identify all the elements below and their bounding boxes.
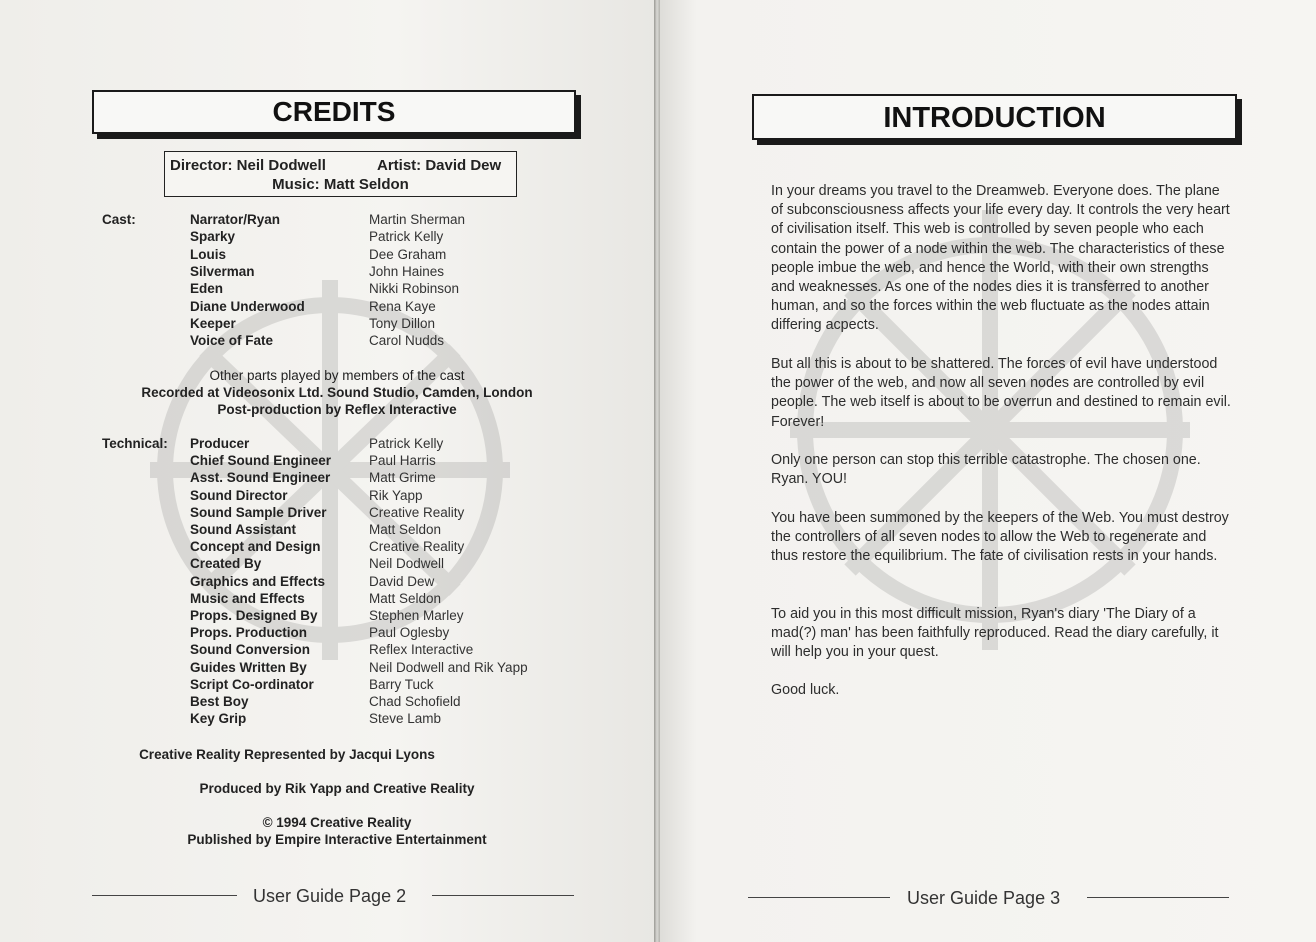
credit-row	[0, 574, 657, 591]
other-parts-note: Other parts played by members of the cast	[209, 368, 465, 383]
credit-person: Chad Schofield	[369, 694, 461, 709]
credit-role: Sound Conversion	[190, 642, 311, 658]
credit-person: Creative Reality	[369, 539, 465, 555]
credit-row	[0, 625, 657, 642]
credit-role: Script Co-ordinator	[190, 676, 314, 692]
credit-role: Louis	[190, 246, 226, 262]
credit-role: Created By	[190, 556, 262, 572]
paragraph-text: But all this is about to be shattered. The forces of evil have understood the power of the web, and now all seven nodes are controlled by evil people. The web itself is about to be overrun and destined to remain evil. Forever!	[771, 356, 1231, 430]
credit-row	[0, 229, 657, 246]
credit-role: Silverman	[190, 263, 255, 279]
credit-role: Sound Assistant	[190, 522, 297, 537]
introduction-title: INTRODUCTION	[752, 94, 1237, 140]
credit-row	[0, 488, 657, 505]
credit-row	[0, 677, 657, 694]
credits-title: CREDITS	[92, 90, 576, 134]
credit-row	[0, 556, 657, 573]
credit-person: Patrick Kelly	[369, 436, 444, 451]
credit-role: Props. Production	[190, 625, 308, 641]
credit-role: Diane Underwood	[190, 298, 305, 314]
credit-row	[0, 212, 657, 229]
page-number-left: User Guide Page 2	[253, 886, 407, 906]
credit-row	[0, 539, 657, 556]
paragraph-text: In your dreams you travel to the Dreamweb. Everyone does. The plane of subconsciousness affects your life every day. It controls the very heart of civilisation itself. This web is controlled by seven people who each contain the power of a node within the web. The characteristics of these people imbue the web, and hence the World, with their own strengths and weaknesses. As one of the nodes dies it is transferred to another human, and so the forces within the web fluctuate as the nodes attain differing acpects.	[771, 183, 1230, 334]
credit-row	[0, 711, 657, 728]
credit-row	[0, 660, 657, 677]
credit-person: Rik Yapp	[369, 487, 423, 503]
artist-credit: Artist: David Dew	[377, 157, 502, 174]
credit-row	[0, 247, 657, 264]
credit-role: Producer	[190, 436, 250, 451]
credit-person: Barry Tuck	[369, 676, 434, 692]
intro-paragraph-6	[749, 681, 1234, 700]
credit-person: Neil Dodwell and Rik Yapp	[369, 659, 528, 675]
footer-rule-right-2	[1087, 897, 1229, 898]
credit-row	[0, 694, 657, 711]
credit-role: Voice of Fate	[190, 333, 274, 349]
credit-row	[0, 591, 657, 608]
credit-person: Dee Graham	[369, 246, 447, 262]
credit-row	[0, 299, 657, 316]
credit-role: Guides Written By	[190, 659, 307, 675]
credit-person: Paul Oglesby	[369, 625, 450, 641]
music-credit: Music: Matt Seldon	[272, 176, 409, 193]
credit-role: Graphics and Effects	[190, 573, 326, 589]
credit-role: Sparky	[190, 229, 236, 245]
credit-role: Keeper	[190, 315, 236, 331]
credit-person: Nikki Robinson	[369, 281, 460, 297]
paragraph-text: You have been summoned by the keepers of the Web. You must destroy the controllers of all seven nodes to allow the Web to regenerate and thus restore the equilibrium. The fate of civilisation rests in your hands.	[771, 510, 1229, 565]
intro-paragraph-5	[749, 605, 1234, 663]
paragraph-text: Good luck.	[771, 682, 840, 698]
credit-row	[0, 281, 657, 298]
credit-person: David Dew	[369, 573, 435, 589]
credit-row	[0, 505, 657, 522]
credit-row	[0, 608, 657, 625]
director-credit: Director: Neil Dodwell	[170, 157, 326, 174]
technical-label: Technical:	[102, 436, 168, 451]
credit-role: Sound Sample Driver	[190, 504, 327, 520]
credit-person: John Haines	[369, 263, 445, 279]
credit-role: Best Boy	[190, 694, 249, 709]
credit-person: Rena Kaye	[369, 298, 436, 314]
copyright-notice: © 1994 Creative Reality	[262, 815, 412, 830]
post-production-credit: Post-production by Reflex Interactive	[217, 402, 457, 417]
credit-row	[0, 264, 657, 281]
credit-person: Paul Harris	[369, 453, 436, 469]
credit-person: Neil Dodwell	[369, 556, 445, 572]
credit-person: Matt Seldon	[369, 522, 442, 537]
credit-person: Stephen Marley	[369, 608, 464, 623]
credit-role: Chief Sound Engineer	[190, 453, 332, 469]
credit-person: Creative Reality	[369, 504, 465, 520]
intro-paragraph-2	[749, 355, 1234, 432]
footer-rule-right	[748, 897, 890, 898]
paragraph-text: To aid you in this most difficult mission, Ryan's diary 'The Diary of a mad(?) man' has been faithfully reproduced. Read the diary carefully, it will help you in your quest.	[771, 606, 1219, 661]
intro-paragraph-1	[749, 182, 1234, 336]
intro-paragraph-4	[749, 509, 1234, 567]
credit-role: Music and Effects	[190, 590, 305, 606]
credit-role: Sound Director	[190, 487, 288, 503]
page-number-right: User Guide Page 3	[907, 888, 1061, 908]
key-staff-box	[164, 151, 517, 197]
credit-person: Carol Nudds	[369, 333, 445, 349]
credit-row	[0, 333, 657, 350]
credit-person: Matt Grime	[369, 470, 436, 486]
producer-credit: Produced by Rik Yapp and Creative Reality	[199, 781, 475, 796]
credit-role: Narrator/Ryan	[190, 212, 281, 227]
credit-person: Tony Dillon	[369, 315, 436, 331]
credit-row	[0, 436, 657, 453]
credit-role: Key Grip	[190, 711, 247, 727]
cast-label: Cast:	[102, 212, 136, 227]
credit-role: Props. Designed By	[190, 608, 318, 623]
recording-credit: Recorded at Videosonix Ltd. Sound Studio, Camden, London	[141, 385, 533, 400]
credit-person: Matt Seldon	[369, 590, 442, 606]
credit-person: Patrick Kelly	[369, 229, 444, 245]
publisher-credit: Published by Empire Interactive Entertainment	[187, 832, 487, 847]
credit-row	[0, 522, 657, 539]
credit-role: Eden	[190, 281, 224, 297]
footer-rule-left	[92, 895, 237, 896]
credit-row	[0, 470, 657, 487]
credit-role: Concept and Design	[190, 539, 321, 555]
credit-role: Asst. Sound Engineer	[190, 470, 331, 486]
credit-person: Reflex Interactive	[369, 642, 474, 658]
paragraph-text: Only one person can stop this terrible catastrophe. The chosen one. Ryan. YOU!	[771, 452, 1201, 488]
representation-credit: Creative Reality Represented by Jacqui Lyons	[139, 747, 435, 762]
footer-rule-left-2	[432, 895, 574, 896]
credit-row	[0, 642, 657, 659]
credit-person: Martin Sherman	[369, 212, 466, 227]
credit-person: Steve Lamb	[369, 711, 442, 727]
credit-row	[0, 316, 657, 333]
intro-paragraph-3	[749, 451, 1234, 489]
credit-row	[0, 453, 657, 470]
